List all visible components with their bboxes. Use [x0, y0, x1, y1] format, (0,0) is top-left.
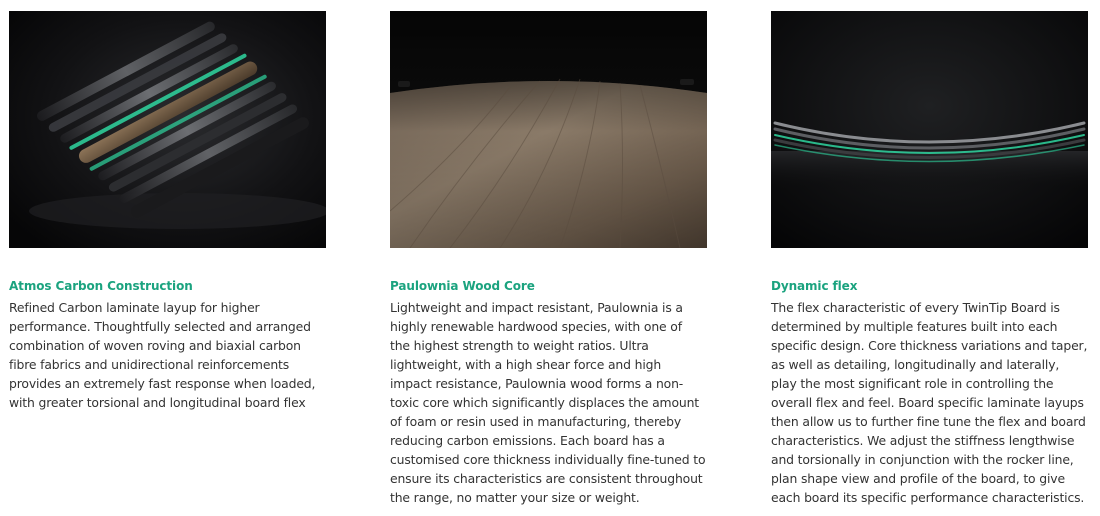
description-line: with greater torsional and longitudinal board flex: [9, 395, 306, 410]
board-flex-image: [771, 11, 1088, 248]
description-line: then allow us to further fine tune the flex and board: [771, 414, 1086, 429]
feature-title: Dynamic flex: [771, 279, 858, 293]
description-line: Refined Carbon laminate layup for higher: [9, 300, 260, 315]
description-line: play the most significant role in controlling the: [771, 376, 1054, 391]
feature-carbon-construction: [9, 11, 326, 412]
description-line: the highest strength to weight ratios. Ultra: [390, 338, 649, 353]
description-line: fibre fabrics and unidirectional reinforcements: [9, 357, 290, 372]
carbon-layers-image: [9, 11, 326, 248]
description-line: combination of woven roving and biaxial carbon: [9, 338, 301, 353]
feature-paulownia-wood-core: [390, 11, 707, 507]
description-line: lightweight, with a high shear force and high: [390, 357, 662, 372]
description-line: ensure its characteristics are consistent throughout: [390, 471, 703, 486]
description-line: characteristics. We adjust the stiffness lengthwise: [771, 433, 1075, 448]
description-line: Lightweight and impact resistant, Paulownia is a: [390, 300, 683, 315]
feature-description: [390, 298, 707, 507]
description-line: performance. Thoughtfully selected and arranged: [9, 319, 311, 334]
feature-title: Atmos Carbon Construction: [9, 279, 193, 293]
description-line: each board its specific performance characteristics.: [771, 490, 1085, 505]
feature-description: [9, 298, 326, 412]
description-line: impact resistance, Paulownia wood forms a non-: [390, 376, 684, 391]
wood-core-image: [390, 11, 707, 248]
description-line: of foam or resin used in manufacturing, thereby: [390, 414, 682, 429]
description-line: determined by multiple features built into each: [771, 319, 1058, 334]
description-line: the range, no matter your size or weight.: [390, 490, 640, 505]
description-line: reducing carbon emissions. Each board has a: [390, 433, 665, 448]
description-line: toxic core which significantly displaces the amount: [390, 395, 700, 410]
feature-dynamic-flex: [771, 11, 1088, 507]
description-line: customised core thickness individually fine-tuned to: [390, 452, 706, 467]
description-line: as well as detailing, longitudinally and laterally,: [771, 357, 1060, 372]
feature-description: [771, 298, 1088, 507]
description-line: highly renewable hardwood species, with one of: [390, 319, 682, 334]
description-line: provides an extremely fast response when loaded,: [9, 376, 316, 391]
description-line: overall flex and feel. Board specific laminate layups: [771, 395, 1084, 410]
description-line: specific design. Core thickness variations and taper,: [771, 338, 1088, 353]
feature-title: Paulownia Wood Core: [390, 279, 535, 293]
description-line: The flex characteristic of every TwinTip Board is: [771, 300, 1060, 315]
description-line: and torsionally in conjunction with the rocker line,: [771, 452, 1074, 467]
description-line: plan shape view and profile of the board, to give: [771, 471, 1065, 486]
